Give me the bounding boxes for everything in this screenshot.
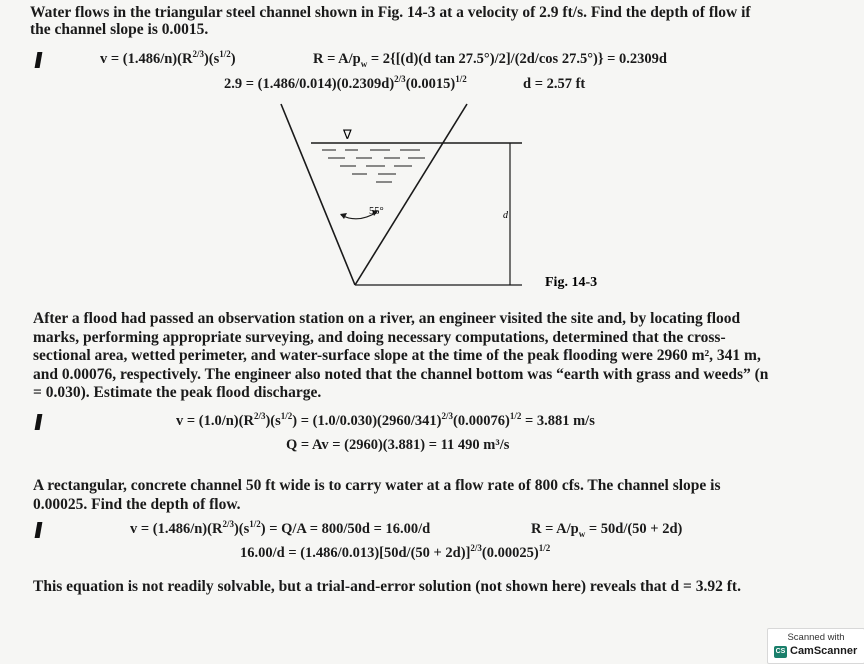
channel-right-wall xyxy=(355,104,467,285)
figure-caption: Fig. 14-3 xyxy=(545,275,598,290)
problem3-statement: A rectangular, concrete channel 50 ft wide is to carry water at a flow rate of 800 cfs. The channel slope is 0.00025. Find the depth of flow. xyxy=(33,477,721,513)
problem2-statement: After a flood had passed an observation station on a river, an engineer visited the site and, by locating flood marks, performing appropriate surveying, and doing necessary computations, determined that the cross-sectional area, wetted perimeter, and water-surface slope at the time of the peak flooding were 2960 m², 341 m, and 0.00076, respectively. The engineer also noted that the channel bottom was “earth with grass and weeds” (n = 0.030). Estimate the peak flood discharge. xyxy=(33,310,769,401)
problem3-eq2: $16.00/d = (1.486/0.013)[50d/(50 + 2d)]^{2/3}(0.00025)^{1/2}$ xyxy=(240,543,551,561)
water-surface-icon: ∇ xyxy=(343,128,352,143)
angle-label: 55° xyxy=(369,206,384,217)
camscanner-watermark xyxy=(767,628,864,664)
depth-label: d xyxy=(503,210,508,221)
problem1-eq2a: $2.9 = (1.486/0.014)(0.2309d)^{2/3}(0.0015)^{1/2}$ xyxy=(224,74,467,92)
problem1-eq1a: $v = (1.486/n)(R^{2/3})(s^{1/2})$ xyxy=(100,49,236,67)
watermark-brand: CamScanner xyxy=(790,645,858,657)
camscanner-logo-icon: CS xyxy=(774,646,787,658)
problem2-eq1: $v = (1.0/n)(R^{2/3})(s^{1/2}) = (1.0/0.030)(2960/341)^{2/3}(0.00076)^{1/2} = 3.881$ m/s xyxy=(176,411,595,429)
problem1-eq2b: d = 2.57 ft xyxy=(523,76,586,92)
angle-arrow-left xyxy=(340,213,347,219)
problem2-eq2: Q = Av = (2960)(3.881) = 11 490 m³/s xyxy=(286,437,510,453)
problem1-eq1b: $R = A/p_w = 2\{[(d)(d$ tan 27.5°)/2]/(2d/cos 27.5°)} = 0.2309d xyxy=(313,51,667,69)
problem1-statement-line1: Water flows in the triangular steel channel shown in Fig. 14-3 at a velocity of 2.9 ft/s. Find the depth of flow if xyxy=(30,4,751,21)
watermark-line1: Scanned with xyxy=(787,632,845,643)
problem3-eq1a: $v = (1.486/n)(R^{2/3})(s^{1/2}) = Q/A = 800/50d = 16.00/d$ xyxy=(130,519,431,537)
problem1-statement-line2: the channel slope is 0.0015. xyxy=(30,21,209,38)
problem3-eq1b: $R = A/p_w = 50d/(50 + 2d)$ xyxy=(531,521,683,539)
water-hatching xyxy=(322,150,425,182)
problem3-conclusion: This equation is not readily solvable, but a trial-and-error solution (not shown here) reveals that d = 3.92 ft. xyxy=(33,578,741,595)
